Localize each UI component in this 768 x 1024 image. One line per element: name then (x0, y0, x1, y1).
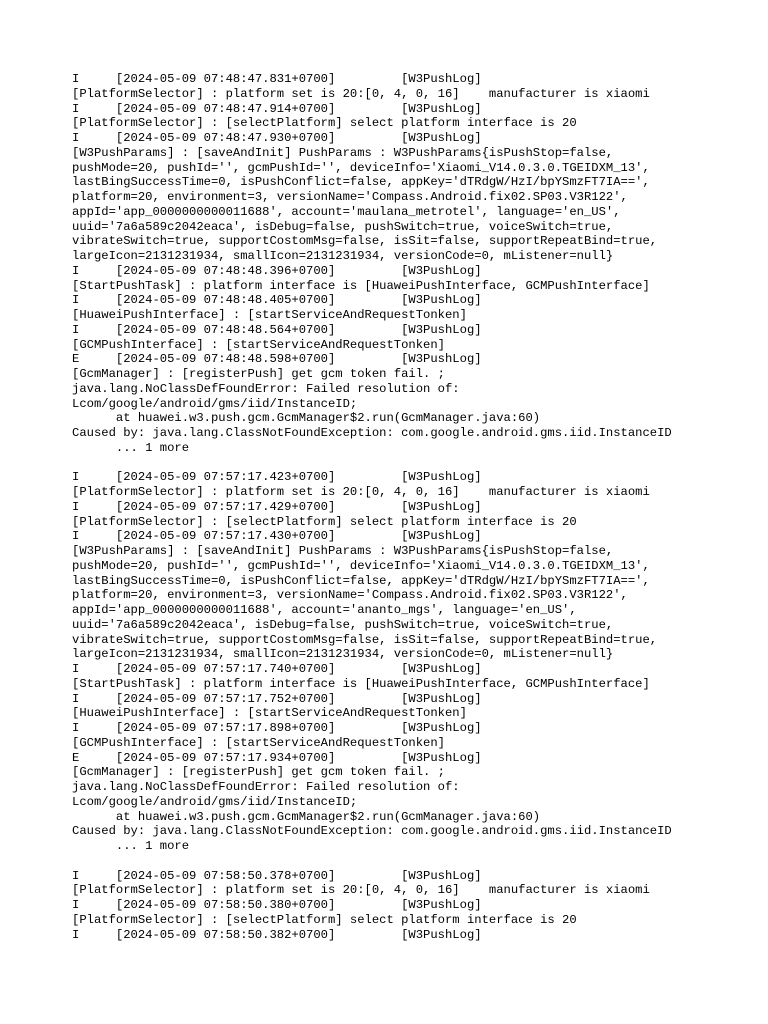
log-line: Lcom/google/android/gms/iid/InstanceID; (72, 396, 358, 411)
log-line: [PlatformSelector] : [selectPlatform] select platform interface is 20 (72, 912, 577, 927)
log-document (72, 72, 752, 942)
log-entry-header: I [2024-05-09 07:48:47.914+0700] [W3PushLog] (72, 101, 482, 116)
log-line: [PlatformSelector] : platform set is 20:[0, 4, 0, 16] manufacturer is xiaomi (72, 485, 650, 499)
log-line: pushMode=20, pushId='', gcmPushId='', deviceInfo='Xiaomi_V14.0.3.0.TGEIDXM_13', (72, 160, 650, 175)
log-line: [PlatformSelector] : [selectPlatform] select platform interface is 20 (72, 116, 577, 131)
log-line: ... 1 more (72, 440, 190, 455)
log-line: platform=20, environment=3, versionName='Compass.Android.fix02.SP03.V3R122', (72, 588, 628, 603)
log-entry-header: I [2024-05-09 07:48:48.564+0700] [W3PushLog] (72, 322, 482, 337)
log-line: [GCMPushInterface] : [startServiceAndRequestTonken] (72, 735, 445, 750)
log-line: uuid='7a6a589c2042eaca', isDebug=false, pushSwitch=true, voiceSwitch=true, (72, 219, 614, 234)
stack-trace-line: at huawei.w3.push.gcm.GcmManager$2.run(GcmManager.java:60) (72, 809, 541, 824)
blank-line (72, 456, 752, 471)
log-entry-header: I [2024-05-09 07:57:17.752+0700] [W3PushLog] (72, 691, 482, 706)
log-entry-header: I [2024-05-09 07:48:48.396+0700] [W3PushLog] (72, 263, 482, 278)
log-line: [PlatformSelector] : platform set is 20:[0, 4, 0, 16] manufacturer is xiaomi (72, 86, 650, 101)
log-line: [PlatformSelector] : platform set is 20:[0, 4, 0, 16] manufacturer is xiaomi (72, 883, 650, 898)
log-line: pushMode=20, pushId='', gcmPushId='', deviceInfo='Xiaomi_V14.0.3.0.TGEIDXM_13', (72, 558, 650, 573)
exception-cause-line: Caused by: java.lang.ClassNotFoundException: com.google.android.gms.iid.InstanceID (72, 426, 672, 440)
stack-trace-line: at huawei.w3.push.gcm.GcmManager$2.run(GcmManager.java:60) (72, 411, 541, 426)
log-line: [StartPushTask] : platform interface is [HuaweiPushInterface, GCMPushInterface] (72, 278, 650, 293)
exception-cause-line: Caused by: java.lang.ClassNotFoundException: com.google.android.gms.iid.InstanceID (72, 824, 672, 839)
log-line: platform=20, environment=3, versionName='Compass.Android.fix02.SP03.V3R122', (72, 190, 628, 204)
log-line: [GCMPushInterface] : [startServiceAndRequestTonken] (72, 337, 445, 352)
log-line: [PlatformSelector] : [selectPlatform] select platform interface is 20 (72, 514, 577, 529)
log-line: appId='app_0000000000011688', account='ananto_mgs', language='en_US', (72, 603, 577, 617)
log-line: [W3PushParams] : [saveAndInit] PushParams : W3PushParams{isPushStop=false, (72, 544, 614, 558)
log-line: lastBingSuccessTime=0, isPushConflict=false, appKey='dTRdgW/HzI/bpYSmzFT7IA==', (72, 175, 650, 190)
blank-line (72, 854, 752, 869)
log-line: [GcmManager] : [registerPush] get gcm token fail. ; (72, 765, 445, 780)
log-entry-header: I [2024-05-09 07:48:47.831+0700] [W3PushLog] (72, 72, 482, 86)
log-entry-header: I [2024-05-09 07:57:17.430+0700] [W3PushLog] (72, 529, 482, 544)
log-line: java.lang.NoClassDefFoundError: Failed resolution of: (72, 381, 460, 396)
log-entry-header: E [2024-05-09 07:48:48.598+0700] [W3PushLog] (72, 352, 482, 367)
log-entry-header: I [2024-05-09 07:57:17.740+0700] [W3PushLog] (72, 662, 482, 676)
log-line: uuid='7a6a589c2042eaca', isDebug=false, pushSwitch=true, voiceSwitch=true, (72, 617, 614, 632)
log-entry-header: I [2024-05-09 07:57:17.898+0700] [W3PushLog] (72, 721, 482, 735)
log-entry-header: I [2024-05-09 07:58:50.380+0700] [W3PushLog] (72, 898, 482, 912)
log-entry-header: I [2024-05-09 07:57:17.429+0700] [W3PushLog] (72, 499, 482, 514)
log-line: [HuaweiPushInterface] : [startServiceAndRequestTonken] (72, 308, 467, 322)
log-line: [W3PushParams] : [saveAndInit] PushParams : W3PushParams{isPushStop=false, (72, 145, 614, 160)
log-line: [GcmManager] : [registerPush] get gcm token fail. ; (72, 367, 445, 381)
log-line: vibrateSwitch=true, supportCostomMsg=false, isSit=false, supportRepeatBind=true, (72, 632, 658, 647)
log-line: appId='app_0000000000011688', account='maulana_metrotel', language='en_US', (72, 204, 621, 219)
log-entry-header: I [2024-05-09 07:57:17.423+0700] [W3PushLog] (72, 470, 482, 485)
log-line: largeIcon=2131231934, smallIcon=2131231934, versionCode=0, mListener=null} (72, 249, 614, 263)
log-line: [HuaweiPushInterface] : [startServiceAndRequestTonken] (72, 706, 467, 721)
log-line: [StartPushTask] : platform interface is [HuaweiPushInterface, GCMPushInterface] (72, 676, 650, 691)
log-entry-header: I [2024-05-09 07:48:48.405+0700] [W3PushLog] (72, 293, 482, 308)
log-entry-header: I [2024-05-09 07:58:50.382+0700] [W3PushLog] (72, 927, 482, 942)
log-entry-header: E [2024-05-09 07:57:17.934+0700] [W3PushLog] (72, 750, 482, 765)
log-line: Lcom/google/android/gms/iid/InstanceID; (72, 794, 358, 809)
log-line: java.lang.NoClassDefFoundError: Failed resolution of: (72, 780, 460, 794)
log-line: ... 1 more (72, 839, 190, 853)
log-entry-header: I [2024-05-09 07:58:50.378+0700] [W3PushLog] (72, 868, 482, 883)
log-line: vibrateSwitch=true, supportCostomMsg=false, isSit=false, supportRepeatBind=true, (72, 234, 658, 249)
log-line: lastBingSuccessTime=0, isPushConflict=false, appKey='dTRdgW/HzI/bpYSmzFT7IA==', (72, 573, 650, 588)
log-entry-header: I [2024-05-09 07:48:47.930+0700] [W3PushLog] (72, 131, 482, 145)
log-line: largeIcon=2131231934, smallIcon=2131231934, versionCode=0, mListener=null} (72, 647, 614, 662)
